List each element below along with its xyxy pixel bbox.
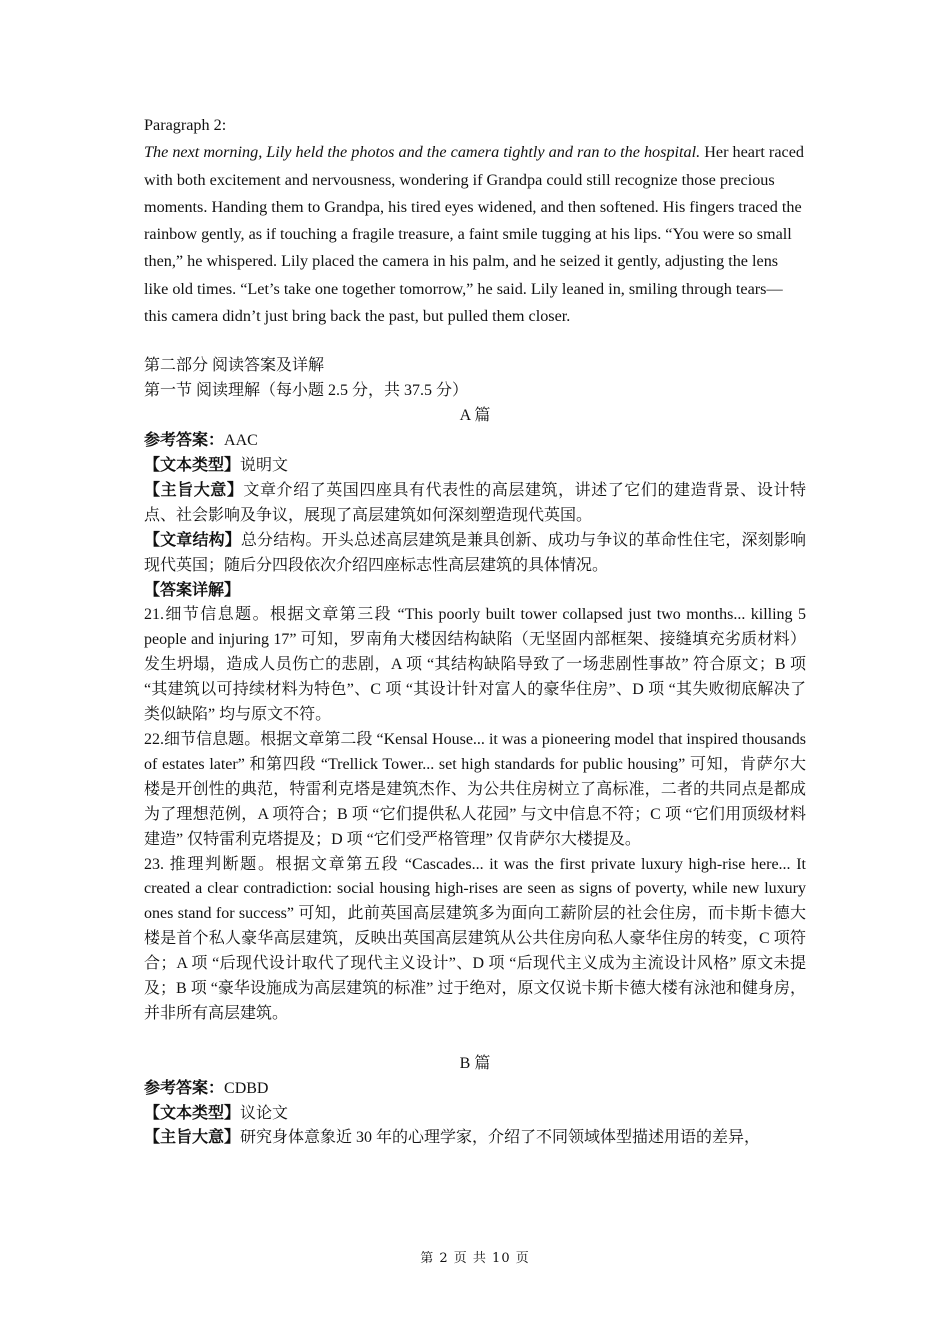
type-label: 【文本类型】 [144,457,241,474]
main-idea-text: 文章介绍了英国四座具有代表性的高层建筑，讲述了它们的建造背景、设计特点、社会影响及争议，展现了高层建筑如何深刻塑造现代英国。 [144,481,806,524]
answer-section [144,354,806,1151]
passage-a-title: A 篇 [459,407,491,425]
answer-detail-label: 【答案详解】 [144,581,241,599]
paragraph-2-label: Paragraph 2: [144,116,227,134]
passage-b-answer [144,1077,806,1102]
main-idea-label: 【主旨大意】 [144,481,244,499]
passage-b-main-idea [144,1126,806,1151]
page-footer: 第 2 页 共 10 页 [420,1251,530,1266]
passage-a-structure [144,529,806,579]
answer-value: CDBD [224,1079,269,1097]
passage-a-main-idea [144,479,806,529]
passage-b-title: B 篇 [459,1054,491,1072]
passage-a-type [144,454,806,479]
paragraph-2-body: Her heart raced with both excitement and nervousness, wondering if Grandpa could still recognize those precious moments. Handing them to Grandpa, his tired eyes widened, and then softened. His fingers traced the rainbow gently, as if touching a fragile treasure, a faint smile tugging at his lips. “You were so small then,” he whispered. Lily placed the camera in his palm, and he seized it gently, adjusting the lens like old times. “Let’s take one together tomorrow,” he said. Lily leaned in, smiling through tears—this camera didn’t just bring back the past, but pulled them closer. [144,143,804,326]
passage-b-type [144,1102,806,1127]
type-label: 【文本类型】 [144,1104,241,1122]
answer-label: 参考答案： [144,1079,225,1097]
subsection-title: 第一节 阅读理解（每小题 2.5 分，共 37.5 分） [144,382,469,400]
main-idea-label: 【主旨大意】 [144,1129,241,1147]
paragraph-2-italic-opening: The next morning, Lily held the photos and the camera tightly and ran to the hospital. [144,143,701,162]
part-title: 第二部分 阅读答案及详解 [144,357,325,375]
type-value: 议论文 [240,1104,289,1122]
passage-a-answer [144,429,806,454]
question-21-explanation: 21.细节信息题。根据文章第三段 “This poorly built tower collapsed just two months... killing 5 people and injuring 17” 可知，罗南角大楼因结构缺陷（无坚固内部框架、接缝填充劣质材料）发生坍塌，造成人员伤亡的悲剧，A 项 “其结构缺陷导致了一场悲剧性事故” 符合原文；B 项 “其建筑以可持续材料为特色”、C 项 “其设计针对富人的豪华住房”、D 项 “其失败彻底解决了类似缺陷” 均与原文不符。 [144,606,806,724]
answer-value: AAC [224,432,258,450]
question-23-explanation: 23. 推理判断题。根据文章第五段 “Cascades... it was the first private luxury high-rise here... It created a clear contradiction: social housing high-rises are seen as signs of poverty, while new luxury ones stand for success” 可知，此前英国高层建筑多为面向工薪阶层的社会住房，而卡斯卡德大楼是首个私人豪华高层建筑，反映出英国高层建筑从公共住房向私人豪华住房的转变，C 项符合；A 项 “后现代设计取代了现代主义设计”、D 项 “后现代主义成为主流设计风格” 原文未提及；B 项 “豪华设施成为高层建筑的标准” 过于绝对，原文仅说卡斯卡德大楼有泳池和健身房，并非所有高层建筑。 [144,855,806,1022]
main-idea-text: 研究身体意象近 30 年的心理学家，介绍了不同领域体型描述用语的差异， [240,1129,761,1147]
document-page [144,112,806,1151]
type-value: 说明文 [240,457,289,474]
answer-label: 参考答案： [144,432,225,450]
question-22-explanation: 22.细节信息题。根据文章第二段 “Kensal House... it was a pioneering model that inspired thousands of estates later” 和第四段 “Trellick Tower... set high standards for public housing” 可知，肯萨尔大楼是开创性的典范，特雷利克塔是建筑杰作、为公共住房树立了高标准，二者的共同点是都成为了理想范例，A 项符合；B 项 “它们提供私人花园” 与文中信息不符；C 项 “它们用顶级材料建造” 仅特雷利克塔提及；D 项 “它们受严格管理” 仅肯萨尔大楼提及。 [144,730,806,848]
paragraph-2 [144,112,806,330]
structure-label: 【文章结构】 [144,531,241,549]
structure-text: 总分结构。开头总述高层建筑是兼具创新、成功与争议的革命性住宅，深刻影响现代英国；随后分四段依次介绍四座标志性高层建筑的具体情况。 [144,531,806,574]
